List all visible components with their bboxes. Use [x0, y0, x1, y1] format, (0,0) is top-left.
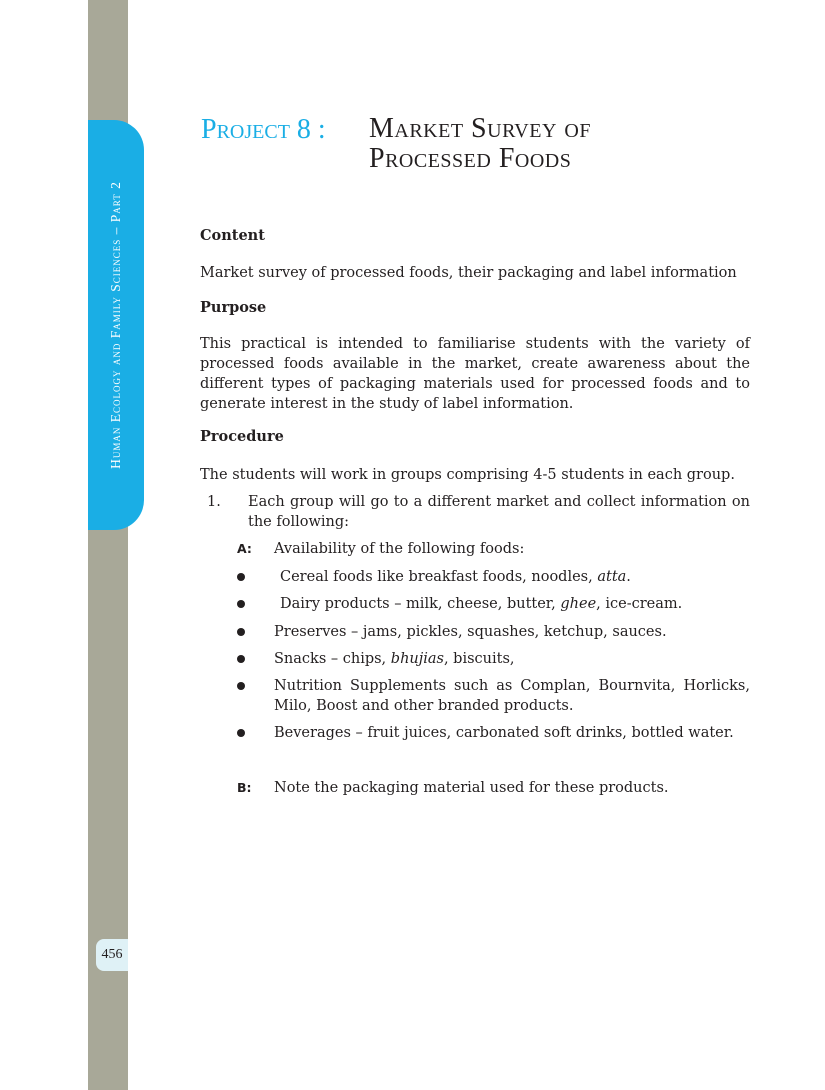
- step-number: 1.: [207, 494, 221, 510]
- bullet-item-dairy: Dairy products – milk, cheese, butter, ghee, ice-cream.: [280, 596, 683, 612]
- part-a-text: Availability of the following foods:: [274, 541, 525, 557]
- bullet-item-supplements: Nutrition Supplements such as Complan, Bournvita, Horlicks, Milo, Boost and other branded products.: [274, 678, 750, 714]
- bullet-icon: [237, 573, 245, 581]
- procedure-intro: The students will work in groups comprising 4-5 students in each group.: [200, 467, 735, 483]
- bullet-item-preserves: Preserves – jams, pickles, squashes, ketchup, sauces.: [274, 624, 667, 640]
- part-b-letter: B:: [237, 780, 252, 795]
- part-b-text: Note the packaging material used for these products.: [274, 780, 669, 796]
- page-number: 456: [101, 947, 123, 962]
- bullet-icon: [237, 628, 245, 636]
- bullet-item-beverages: Beverages – fruit juices, carbonated soft drinks, bottled water.: [274, 725, 734, 741]
- content-heading: Content: [200, 227, 265, 244]
- purpose-text: This practical is intended to familiarise students with the variety of processed foods available in the market, create awareness about the different types of packaging materials used for processed foods and to generate interest in the study of label information.: [200, 336, 750, 412]
- project-label: Project 8 :: [201, 114, 326, 145]
- title-line-2: Processed Foods: [369, 143, 572, 174]
- title-line-1: Market Survey of: [369, 113, 591, 144]
- bullet-item-cereal: Cereal foods like breakfast foods, noodles, atta.: [280, 569, 631, 585]
- procedure-heading: Procedure: [200, 428, 284, 445]
- content-text: Market survey of processed foods, their packaging and label information: [200, 265, 737, 281]
- bullet-item-snacks: Snacks – chips, bhujias, biscuits,: [274, 651, 515, 667]
- bullet-icon: [237, 729, 245, 737]
- bullet-icon: [237, 655, 245, 663]
- step-text: Each group will go to a different market and collect information on the following:: [248, 494, 750, 530]
- running-head: Human Ecology and Family Sciences – Part 2: [108, 181, 123, 469]
- purpose-heading: Purpose: [200, 299, 267, 316]
- page-title: [369, 114, 591, 174]
- bullet-icon: [237, 682, 245, 690]
- part-a-letter: A:: [237, 541, 252, 556]
- bullet-icon: [237, 600, 245, 608]
